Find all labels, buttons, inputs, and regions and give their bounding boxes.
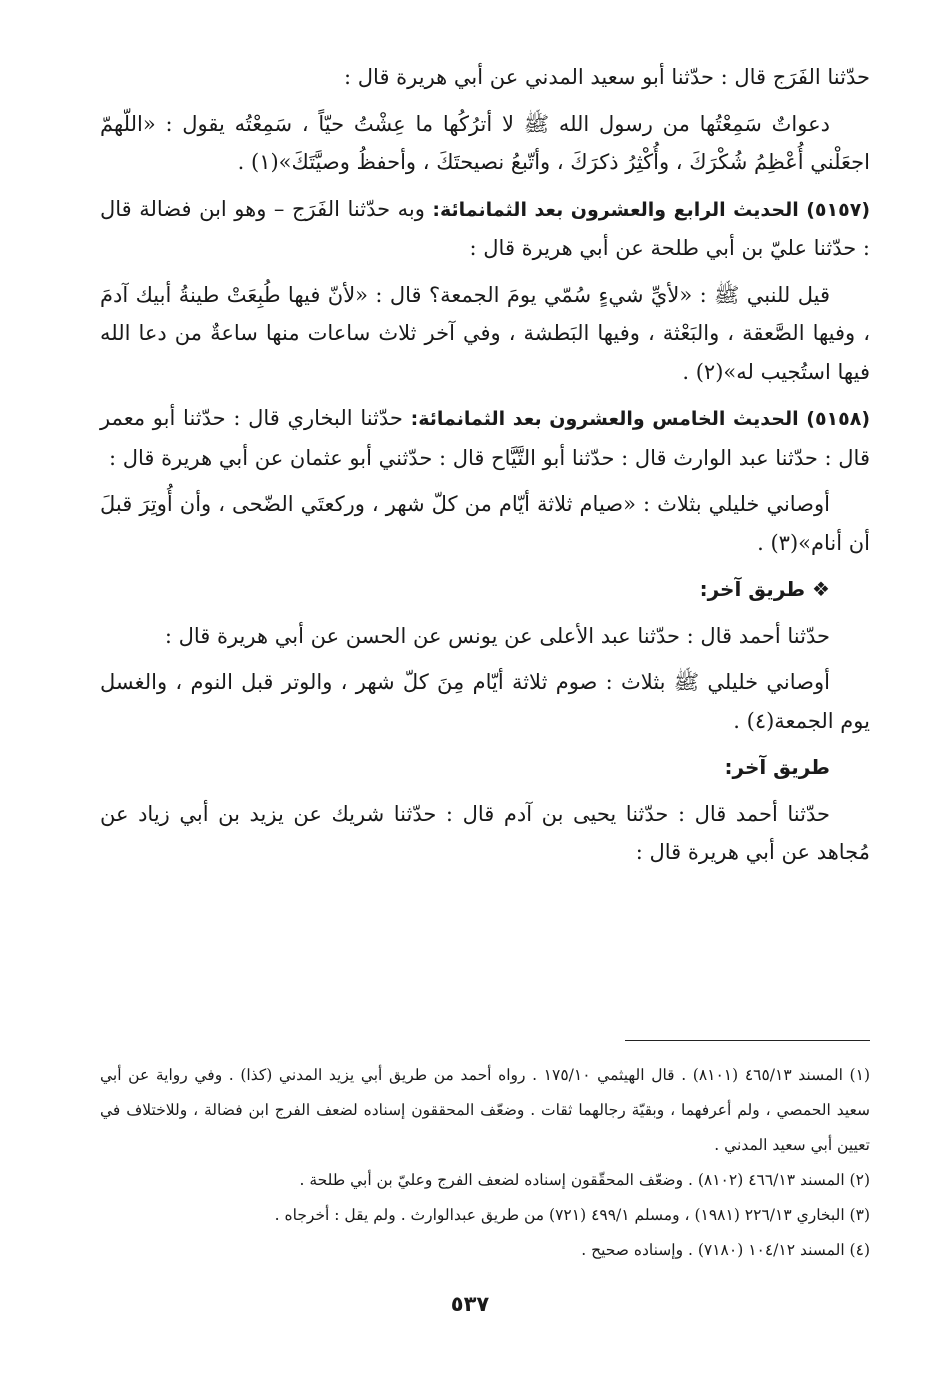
footnote: (٢) المسند ٤٦٦/١٣ (٨١٠٢) . وضعّف المحقّقون إسناده لضعف الفرج وعليّ بن أبي طلحة .	[299, 1171, 870, 1189]
paragraph: أوصاني خليلي ﷺ بثلاث : صوم ثلاثة أيّام مِنَ كلّ شهر ، والوتر قبل النوم ، والغسل يوم الجمعة(٤) .	[100, 670, 870, 733]
footnote: (١) المسند ٤٦٥/١٣ (٨١٠١) . قال الهيثمي ١٧٥/١٠ . رواه أحمد من طريق أبي يزيد المدني (كذا) . وفي رواية عن أبي سعيد الحمصي ، ولم أعرفهما ، وبقيّة رجالهما ثقات . وضعّف المحققون إسناده لضعف الفرج ابن فضالة ، وللاختلاف في تعيين أبي سعيد المدني .	[100, 1066, 870, 1154]
paragraph: حدّثنا الفَرَج قال : حدّثنا أبو سعيد المدني عن أبي هريرة قال :	[344, 65, 870, 89]
main-text	[100, 58, 870, 880]
subheading: طريق آخر:	[724, 755, 830, 779]
paragraph: حدّثنا أحمد قال : حدّثنا يحيى بن آدم قال : حدّثنا شريك عن يزيد بن أبي زياد عن مُجاهد عن أبي هريرة قال :	[100, 801, 870, 864]
paragraph: أوصاني خليلي بثلاث : «صيام ثلاثة أيّام من كلّ شهر ، وركعتَي الضّحى ، وأن أُوتِرَ قبلَ أن أنام»(٣) .	[100, 492, 870, 555]
paragraph: قيل للنبي ﷺ : «لأيِّ شيءٍ سُمّي يومَ الجمعة؟ قال : «لأنّ فيها طُبِعَتْ طينةُ أبيك آدمَ ، وفيها الصَّعقة ، والبَعْثة ، وفيها البَطشة ، وفي آخر ثلاث ساعات منها ساعةٌ من دعا الله فيها استُجيب له»(٢) .	[100, 282, 870, 384]
hadith-heading: (٥١٥٨) الحديث الخامس والعشرون بعد الثمانمائة:	[410, 408, 871, 430]
paragraph: دعواتٌ سَمِعْتُها من رسول الله ﷺ لا أترُكُها ما عِشْتُ حيّاً ، سَمِعْتُه يقول : «اللّهمّ اجعَلْني أُعْظِمُ شُكْرَكَ ، وأُكْثِرُ ذكرَكَ ، وأتّبعُ نصيحتَكَ ، وأحفظُ وصيَّتَكَ»(١) .	[100, 111, 870, 174]
subheading: ❖ طريق آخر:	[699, 577, 830, 601]
footnote: (٣) البخاري ٢٢٦/١٣ (١٩٨١) ، ومسلم ٤٩٩/١ (٧٢١) من طريق عبدالوارث . ولم يقل : أخرجاه .	[274, 1206, 870, 1224]
paragraph: حدّثنا أحمد قال : حدّثنا عبد الأعلى عن يونس عن الحسن عن أبي هريرة قال :	[164, 623, 830, 648]
footnote: (٤) المسند ١٠٤/١٢ (٧١٨٠) . وإسناده صحيح .	[581, 1241, 870, 1259]
hadith-paragraph: (٥١٥٨) الحديث الخامس والعشرون بعد الثمانمائة: حدّثنا البخاري قال : حدّثنا أبو معمر قال : حدّثنا عبد الوارث قال : حدّثنا أبو التَّيَّاح قال : حدّثني أبو عثمان عن أبي هريرة قال :	[100, 406, 871, 470]
hadith-paragraph: (٥١٥٧) الحديث الرابع والعشرون بعد الثمانمائة: وبه حدّثنا الفَرَج – وهو ابن فضالة قال : حدّثنا عليّ بن أبي طلحة عن أبي هريرة قال :	[100, 196, 870, 260]
footnotes	[100, 1058, 870, 1268]
hadith-heading: (٥١٥٧) الحديث الرابع والعشرون بعد الثمانمائة:	[432, 198, 870, 221]
page-number: ٥٣٧	[450, 1292, 490, 1316]
footnote-divider	[625, 1040, 870, 1041]
